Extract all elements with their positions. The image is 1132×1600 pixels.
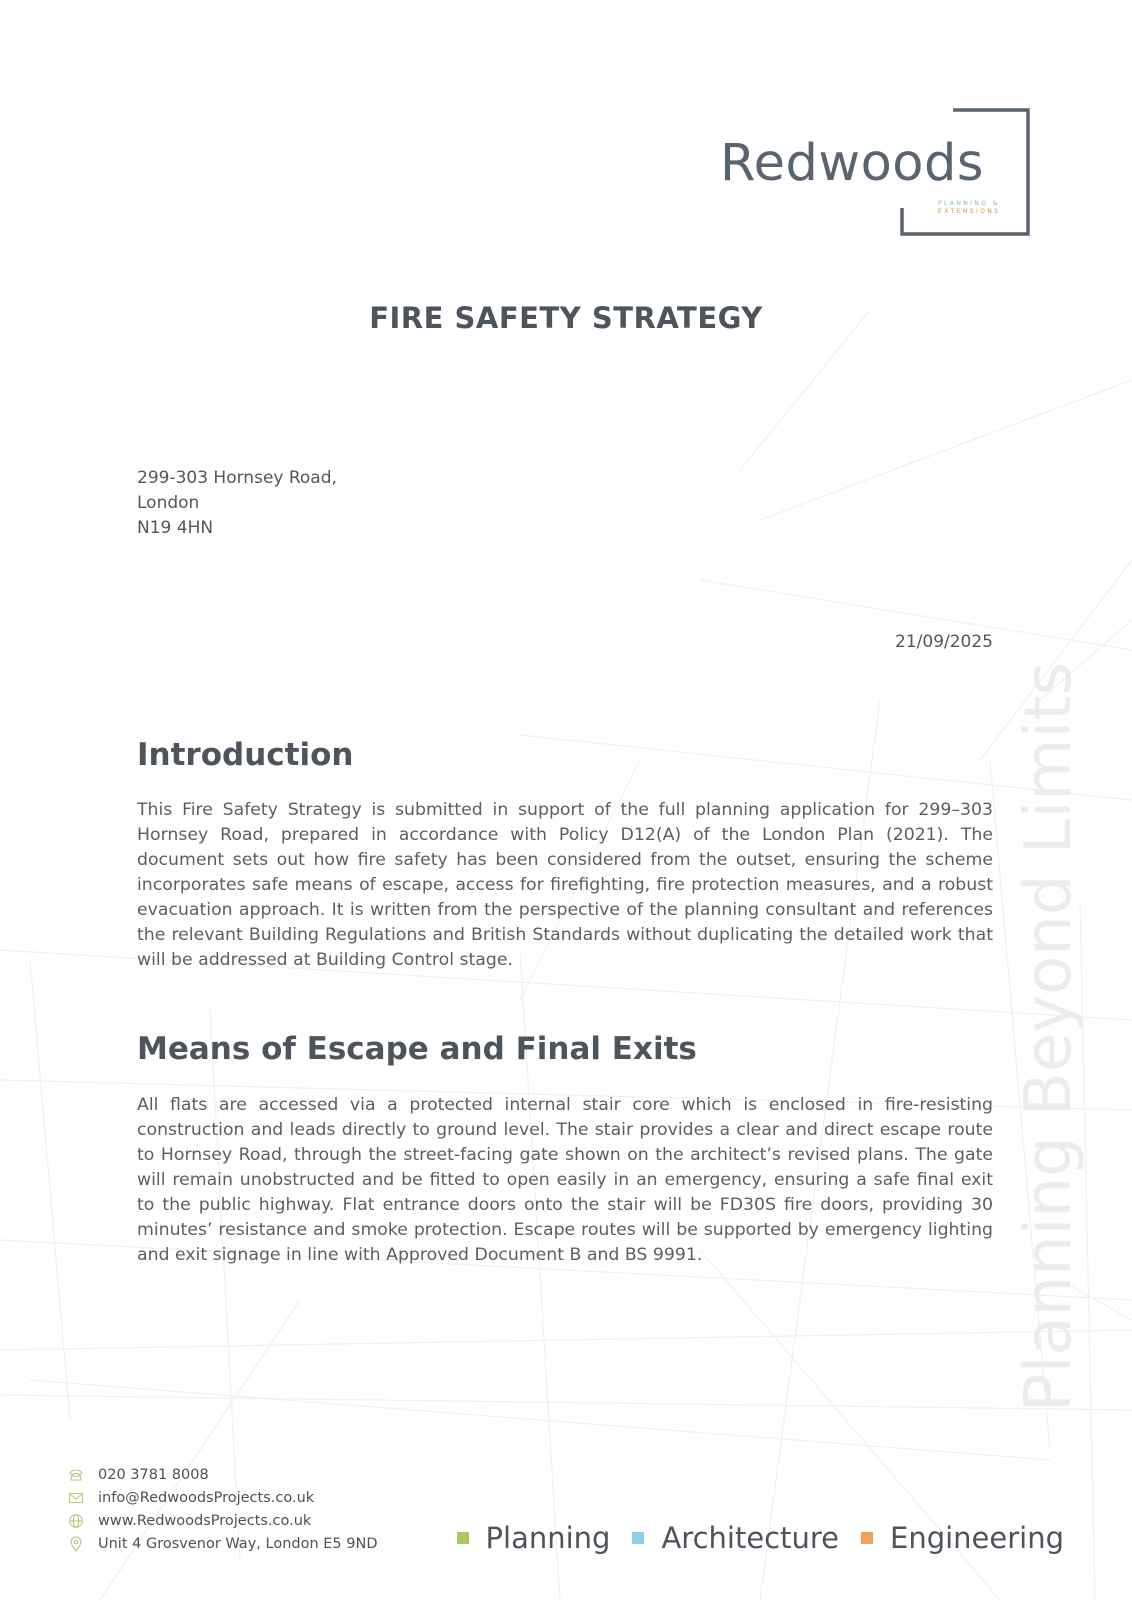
contact-address-row (68, 1532, 378, 1555)
section-body-means-of-escape: All flats are accessed via a protected internal stair core which is enclosed in fire-resisting construction and leads directly to ground level. The stair provides a clear and direct escape route to Hornsey Road, through the street-facing gate shown on the architect’s revised plans. The gate will remain unobstructed and be fitted to open easily in an emergency, ensuring a safe final exit to the public highway. Flat entrance doors onto the stair will be FD30S fire doors, providing 30 minutes’ resistance and smoke protection. Escape routes will be supported by emergency lighting and exit signage in line with Approved Document B and BS 9991. (137, 1095, 993, 1265)
planning-square-icon (457, 1532, 469, 1544)
address-line: London (137, 493, 200, 513)
address-line: 299-303 Hornsey Road, (137, 468, 337, 488)
section-body-introduction: This Fire Safety Strategy is submitted in support of the full planning application for 299–303 Hornsey Road, prepared in accordance with Policy D12(A) of the London Plan (2021). The document sets out how fire safety has been considered from the outset, ensuring the scheme incorporates safe means of escape, access for firefighting, fire protection measures, and a robust evacuation approach. It is written from the perspective of the planning consultant and references the relevant Building Regulations and British Standards without duplicating the detailed work that will be addressed at Building Control stage. (137, 800, 993, 970)
contact-email: info@RedwoodsProjects.co.uk (98, 1489, 315, 1506)
document-date: 21/09/2025 (895, 632, 993, 652)
tagline-label: Architecture (661, 1521, 839, 1555)
tagline-architecture (632, 1521, 839, 1555)
section-heading-introduction: Introduction (137, 737, 354, 773)
watermark-slogan: Planning Beyond Limits (1012, 662, 1086, 1412)
company-logo (718, 108, 1030, 238)
architecture-square-icon (632, 1532, 644, 1544)
tagline-engineering (861, 1521, 1064, 1555)
tagline-label: Engineering (890, 1521, 1064, 1555)
engineering-square-icon (861, 1532, 873, 1544)
address-line: N19 4HN (137, 518, 214, 538)
tagline-planning (457, 1521, 611, 1555)
contact-website-row[interactable] (68, 1509, 378, 1532)
logo-subtitle-line1: PLANNING & (938, 200, 1000, 207)
contact-phone-row[interactable] (68, 1463, 378, 1486)
phone-icon (68, 1467, 84, 1483)
location-icon (68, 1536, 84, 1552)
logo-subtitle-line2: EXTENSIONS (938, 208, 1001, 215)
site-address (137, 466, 337, 541)
logo-subtitle (938, 200, 1000, 216)
globe-icon (68, 1513, 84, 1529)
section-heading-means-of-escape: Means of Escape and Final Exits (137, 1031, 697, 1067)
contact-email-row[interactable] (68, 1486, 378, 1509)
document-title: FIRE SAFETY STRATEGY (369, 301, 763, 335)
tagline-label: Planning (485, 1521, 611, 1555)
contact-address: Unit 4 Grosvenor Way, London E5 9ND (98, 1535, 378, 1552)
contact-website: www.RedwoodsProjects.co.uk (98, 1512, 312, 1529)
footer-contacts (68, 1463, 378, 1555)
logo-wordmark: Redwoods (720, 134, 984, 193)
email-icon (68, 1490, 84, 1506)
footer-tagline (435, 1521, 1064, 1555)
contact-phone: 020 3781 8008 (98, 1466, 209, 1483)
